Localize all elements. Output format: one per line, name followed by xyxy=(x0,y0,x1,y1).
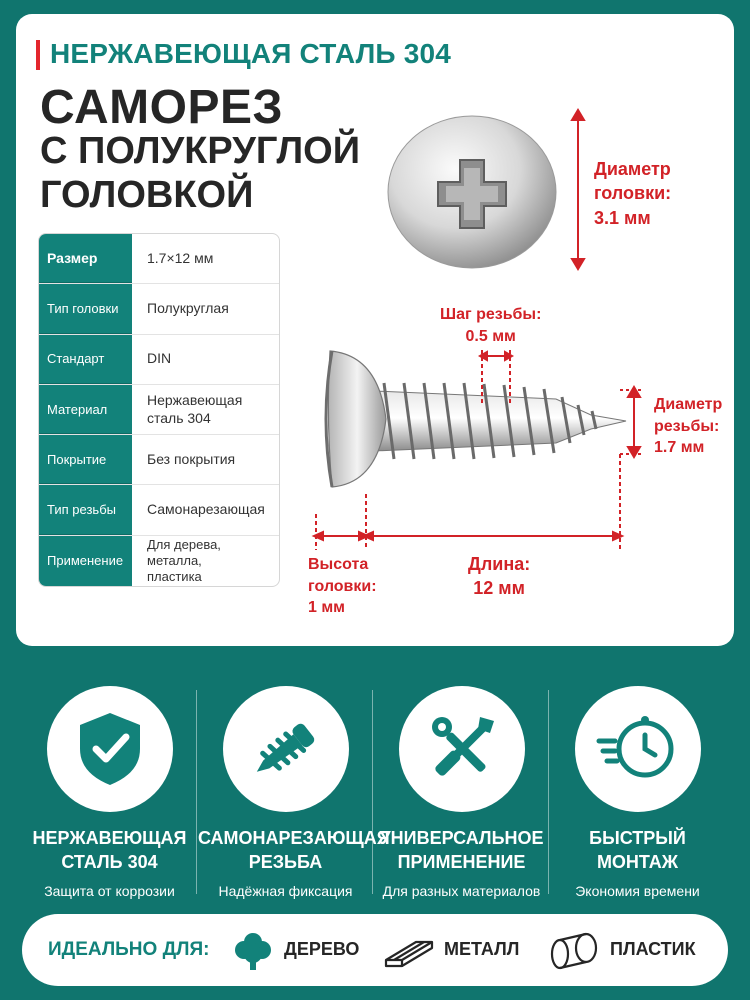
spec-key: Размер xyxy=(39,234,132,283)
feature-subtitle: Защита от коррозии xyxy=(44,882,175,899)
feature-title: БЫСТРЫЙ МОНТАЖ xyxy=(589,828,686,873)
spec-key: Тип головки xyxy=(39,284,132,333)
product-subtitle-line1: С ПОЛУКРУГЛОЙ xyxy=(40,130,361,172)
metal-beam-icon xyxy=(384,934,434,968)
spec-key: Покрытие xyxy=(39,435,132,484)
feature-subtitle: Для разных материалов xyxy=(382,882,541,899)
plastic-pipe-icon xyxy=(546,932,600,970)
spec-key: Тип резьбы xyxy=(39,485,132,534)
ideal-item-wood: ДЕРЕВО xyxy=(284,939,360,959)
head-height-label: Высота головки: 1 мм xyxy=(308,556,377,617)
feature-subtitle: Экономия времени xyxy=(575,882,700,899)
feature-icon-circle xyxy=(399,686,525,812)
ideal-for-bar xyxy=(22,914,728,986)
feature-divider xyxy=(372,690,373,894)
feature-icon-circle xyxy=(47,686,173,812)
tools-icon xyxy=(422,709,502,789)
spec-key: Стандарт xyxy=(39,335,132,384)
feature-universal xyxy=(374,686,549,899)
spec-key: Применение xyxy=(39,536,132,586)
feature-fast-install xyxy=(550,686,725,899)
feature-title: САМОНАРЕЗАЮЩАЯ РЕЗЬБА xyxy=(198,828,390,873)
thread-pitch-label: Шаг резьбы: 0.5 мм xyxy=(440,306,542,345)
spec-value: 1.7×12 мм xyxy=(147,249,214,266)
tree-icon xyxy=(232,930,274,972)
feature-title: УНИВЕРСАЛЬНОЕ ПРИМЕНЕНИЕ xyxy=(379,828,544,873)
spec-value: Полукруглая xyxy=(147,300,229,317)
fast-clock-icon xyxy=(595,711,681,787)
spec-value: Без покрытия xyxy=(147,451,236,468)
shield-check-icon xyxy=(74,709,146,789)
feature-self-tapping xyxy=(198,686,390,899)
spec-value: Нержавеющая сталь 304 xyxy=(147,392,243,426)
feature-title: НЕРЖАВЕЮЩАЯ СТАЛЬ 304 xyxy=(32,828,187,873)
feature-subtitle: Надёжная фиксация xyxy=(218,882,353,899)
product-title: САМОРЕЗ xyxy=(40,81,284,134)
feature-stainless xyxy=(22,686,197,899)
length-label: Длина: 12 мм xyxy=(468,554,531,599)
head-diameter-label: Диаметр головки: 3.1 мм xyxy=(594,159,672,228)
dimension-lines xyxy=(16,14,734,646)
product-card xyxy=(16,14,734,646)
spec-key: Материал xyxy=(39,385,132,434)
ideal-item-plastic: ПЛАСТИК xyxy=(610,939,696,959)
spec-value: DIN xyxy=(147,350,172,367)
feature-divider xyxy=(548,690,549,894)
spec-value: Самонарезающая xyxy=(147,501,265,518)
feature-icon-circle xyxy=(223,686,349,812)
product-subtitle-line2: ГОЛОВКОЙ xyxy=(40,174,254,216)
screw-icon xyxy=(241,704,331,794)
ideal-item-metal: МЕТАЛЛ xyxy=(444,939,520,959)
thread-diameter-label: Диаметр резьбы: 1.7 мм xyxy=(654,396,723,457)
feature-icon-circle xyxy=(575,686,701,812)
spec-value: Для дерева, металла, пластика xyxy=(147,536,221,585)
feature-divider xyxy=(196,690,197,894)
ideal-for-label: ИДЕАЛЬНО ДЛЯ: xyxy=(48,939,210,960)
material-tag: НЕРЖАВЕЮЩАЯ СТАЛЬ 304 xyxy=(50,38,452,69)
